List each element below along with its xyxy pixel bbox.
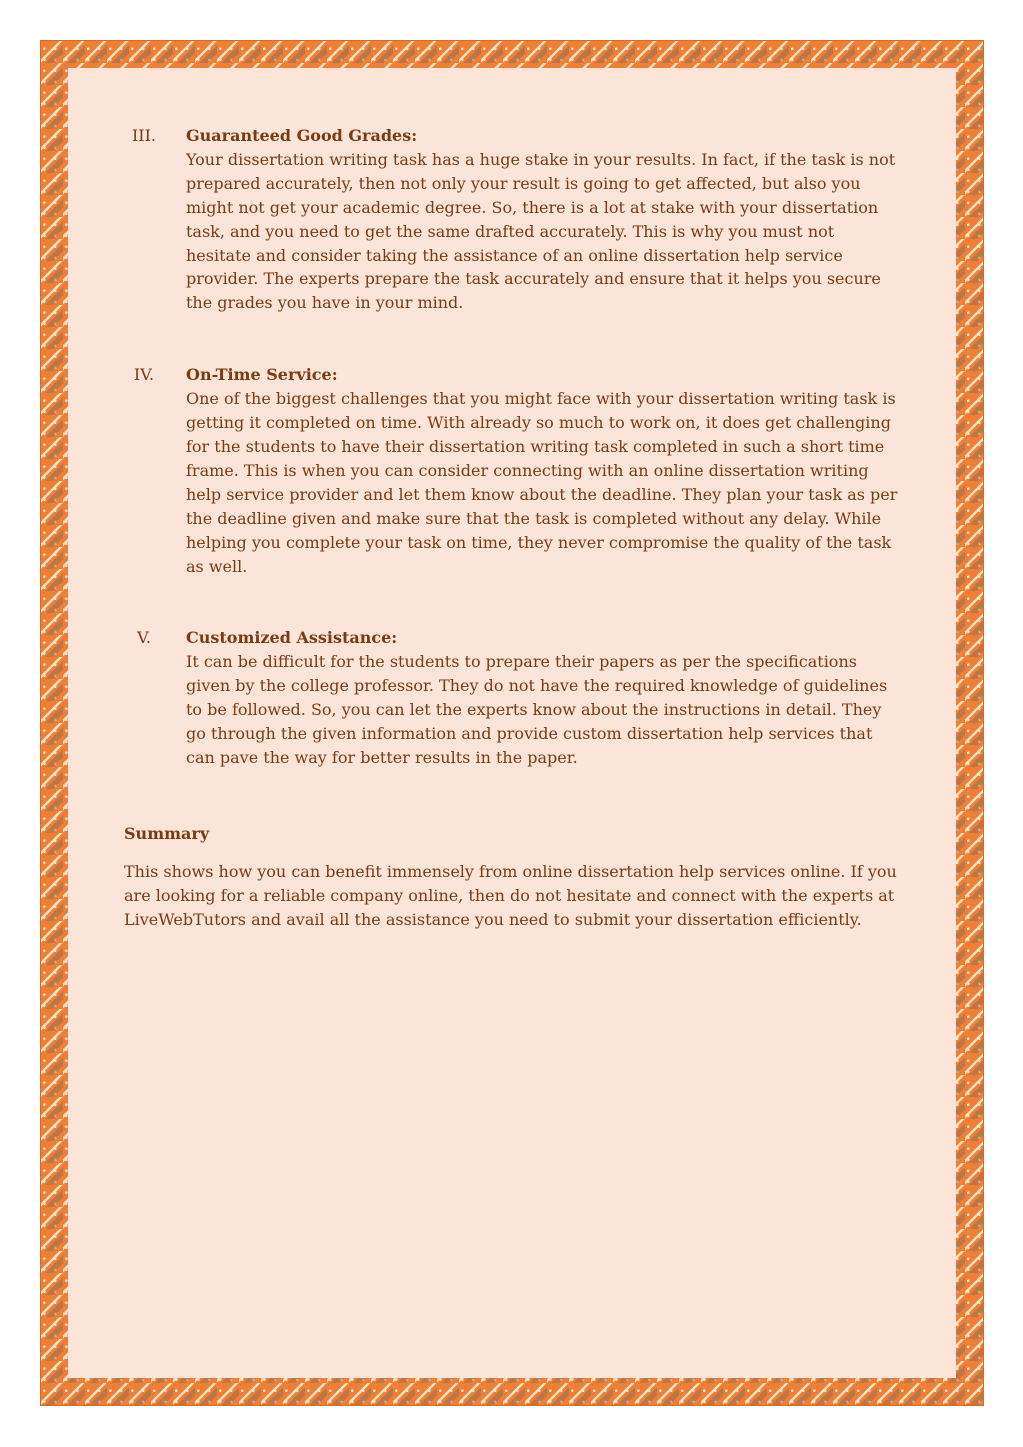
section-heading: On-Time Service: [186, 365, 338, 385]
section-on-time-service [124, 363, 904, 578]
section-heading: Guaranteed Good Grades: [186, 126, 418, 145]
section-body: It can be difficult for the students to prepare their papers as per the specifications given by the college professor. They do not have the required knowledge of guidelines to be followed. So, you can let the experts know about the instructions in detail. They go through the given information and provide custom dissertation help services that can pave the way for better results in the paper. [186, 652, 888, 767]
summary-title: Summary [124, 823, 210, 843]
summary-body: This shows how you can benefit immensely from online dissertation help services online. If you are looking for a reliable company online, then do not hesitate and connect with the experts at LiveWebTutors and avail all the assistance you need to submit your dissertation efficiently. [124, 861, 897, 929]
section-numeral: V. [137, 628, 151, 648]
document-content [124, 124, 904, 931]
section-numeral: IV. [133, 365, 155, 385]
section-heading: Customized Assistance: [186, 628, 398, 648]
section-guaranteed-good-grades [124, 124, 904, 315]
section-spacer [124, 315, 904, 363]
section-numeral: III. [131, 126, 157, 145]
section-body: One of the biggest challenges that you might face with your dissertation writing task is getting it completed on time. With already so much to work on, it does get challenging for the students to have their dissertation writing task completed in such a short time frame. This is when you can consider connecting with an online dissertation writing help service provider and let them know about the deadline. They plan your task as per the deadline given and make sure that the task is completed without any delay. While helping you complete your task on time, they never compromise the quality of the task as well. [186, 389, 898, 576]
section-customized-assistance [124, 626, 904, 769]
summary-section [124, 822, 904, 932]
section-spacer [124, 770, 904, 822]
section-body: Your dissertation writing task has a huge stake in your results. In fact, if the task is not prepared accurately, then not only your result is going to get affected, but also you might not get your academic degree. So, there is a lot at stake with your dissertation task, and you need to get the same drafted accurately. This is why you must not hesitate and consider taking the assistance of an online dissertation help service provider. The experts prepare the task accurately and ensure that it helps you secure the grades you have in your mind. [186, 149, 896, 313]
section-spacer [124, 578, 904, 626]
